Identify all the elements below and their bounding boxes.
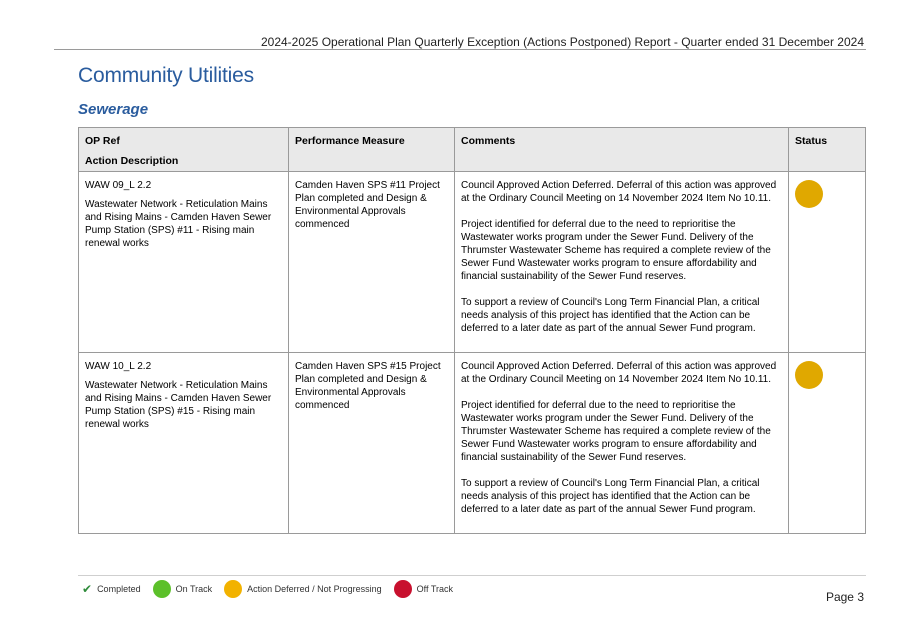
op-ref: WAW 10_L 2.2 [85,361,152,372]
check-icon: ✔ [82,582,93,596]
report-header-title: 2024-2025 Operational Plan Quarterly Exception (Actions Postponed) Report - Quarter ended 31 December 2024 [260,35,864,49]
header-op-ref-label: OP Ref [85,135,120,147]
header-performance-measure: Performance Measure [289,128,455,172]
page-number: Page 3 [825,590,864,604]
status-cell [789,172,866,353]
performance-measure: Camden Haven SPS #15 Project Plan completed and Design & Environmental Approvals commenced [289,353,455,534]
footer-divider [78,575,866,576]
legend-label-off-track: Off Track [416,584,454,594]
op-ref: WAW 09_L 2.2 [85,180,152,191]
status-indicator-icon [795,361,823,389]
legend-item-on-track [153,580,213,598]
header-divider [54,49,866,50]
table-row [79,172,866,353]
status-cell [789,353,866,534]
performance-measure: Camden Haven SPS #11 Project Plan completed and Design & Environmental Approvals commenced [289,172,455,353]
header-comments: Comments [455,128,789,172]
table-header-row [79,128,866,172]
comment-paragraph: Project identified for deferral due to the need to reprioritise the Wastewater works program under the Sewer Fund. Delivery of the Thrumster Wastewater Scheme has required a complete review of the Sewer Fund Wastewater works program to ensure affordability and financial sustainability of the Sewer Fund reserves. [461,219,771,282]
row-op-ref-cell [79,172,289,353]
comment-paragraph: Council Approved Action Deferred. Deferral of this action was approved at the Ordinary Council Meeting on 14 November 2024 Item No 10.11. [461,361,777,385]
comment-paragraph: To support a review of Council's Long Term Financial Plan, a critical needs analysis of this project has identified that the Action can be deferred to a later date as part of the annual Sewer Fund program. [461,478,760,515]
deferred-dot-icon [224,580,242,598]
section-subtitle: Sewerage [78,101,149,118]
legend-item-off-track [394,580,453,598]
comments-cell [455,172,789,353]
on-track-dot-icon [153,580,171,598]
comments-cell [455,353,789,534]
legend-label-on-track: On Track [175,584,213,594]
header-op-ref [79,128,289,172]
legend-item-completed [82,583,141,595]
status-indicator-icon [795,180,823,208]
status-legend [82,579,465,599]
comment-paragraph: To support a review of Council's Long Term Financial Plan, a critical needs analysis of this project has identified that the Action can be deferred to a later date as part of the annual Sewer Fund program. [461,297,760,334]
comment-paragraph: Council Approved Action Deferred. Deferral of this action was approved at the Ordinary Council Meeting on 14 November 2024 Item No 10.11. [461,180,777,204]
action-description: Wastewater Network - Reticulation Mains and Rising Mains - Camden Haven Sewer Pump Station (SPS) #11 - Rising main renewal works [85,199,272,249]
table-row [79,353,866,534]
exception-report-table [78,127,866,534]
header-status: Status [789,128,866,172]
action-description: Wastewater Network - Reticulation Mains and Rising Mains - Camden Haven Sewer Pump Station (SPS) #15 - Rising main renewal works [85,380,272,430]
legend-item-deferred [224,580,382,598]
comment-paragraph: Project identified for deferral due to the need to reprioritise the Wastewater works program under the Sewer Fund. Delivery of the Thrumster Wastewater Scheme has required a complete review of the Sewer Fund Wastewater works program to ensure affordability and financial sustainability of the Sewer Fund reserves. [461,400,771,463]
legend-label-completed: Completed [97,584,141,594]
off-track-dot-icon [394,580,412,598]
header-action-description-label: Action Description [85,155,179,167]
legend-label-deferred: Action Deferred / Not Progressing [247,584,382,594]
section-title: Community Utilities [78,64,254,87]
row-op-ref-cell [79,353,289,534]
